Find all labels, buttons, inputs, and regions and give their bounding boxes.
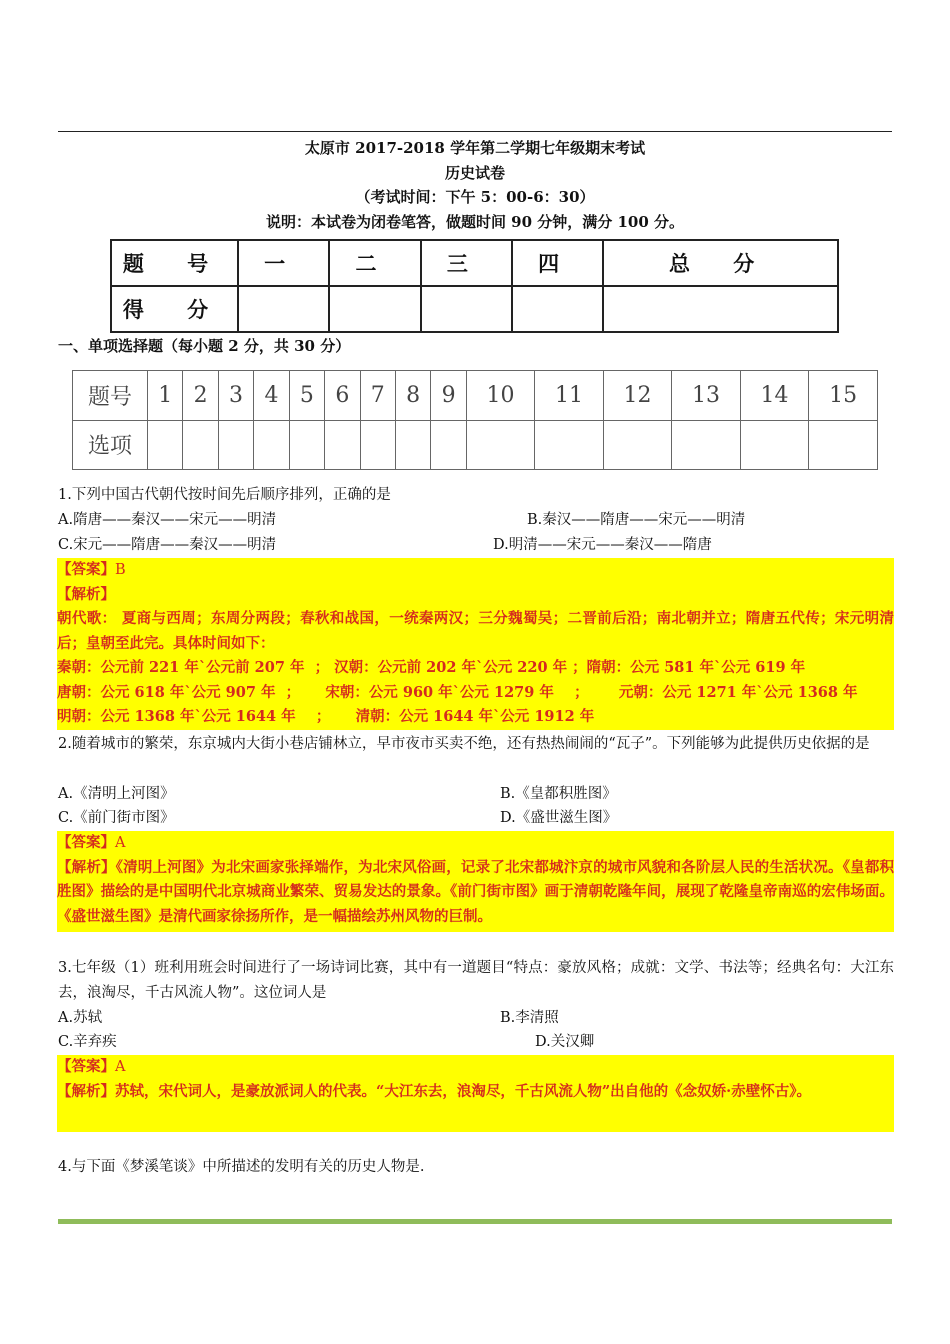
question-number: 10 <box>466 371 535 421</box>
option-cell <box>466 420 535 470</box>
option-cell <box>395 420 430 470</box>
section-title: 一、单项选择题（每小题 2 分，共 30 分） <box>58 337 351 355</box>
option-cell <box>535 420 604 470</box>
score-cell: 题 号 <box>111 240 238 286</box>
question-3-option-b: B.李清照 <box>500 1010 559 1026</box>
question-number: 4 <box>254 371 289 421</box>
option-cell <box>603 420 672 470</box>
score-cell: 二 <box>329 240 420 286</box>
question-1-option-d: D.明清——宋元——秦汉——隋唐 <box>493 537 712 553</box>
question-number: 7 <box>360 371 395 421</box>
exam-title: 太原市 2017-2018 学年第二学期七年级期末考试 <box>304 139 646 157</box>
score-input-cell <box>329 286 420 332</box>
question-1-stem: 1.下列中国古代朝代按时间先后顺序排列，正确的是 <box>58 487 391 503</box>
score-table <box>110 239 839 333</box>
question-1-option-b: B.秦汉——隋唐——宋元——明清 <box>527 512 746 528</box>
question-1-dates-line-2: 唐朝：公元 618 年`公元 907 年 ； 宋朝：公元 960 年`公元 1279 年 ； 元朝：公元 1271 年`公元 1368 年 <box>57 683 858 701</box>
question-3-option-c: C.辛弃疾 <box>58 1034 117 1050</box>
score-cell: 得 分 <box>111 286 238 332</box>
score-table-score-row <box>111 286 838 332</box>
answer-table-number-row <box>73 371 878 421</box>
question-1-answer-block <box>57 558 894 730</box>
score-input-cell <box>238 286 329 332</box>
question-number: 2 <box>183 371 218 421</box>
question-2-option-c: C.《前门街市图》 <box>58 810 175 826</box>
question-2-option-b: B.《皇都积胜图》 <box>500 786 617 802</box>
option-cell <box>360 420 395 470</box>
question-number: 3 <box>218 371 253 421</box>
question-number: 5 <box>289 371 324 421</box>
footer-rule <box>58 1219 892 1224</box>
question-number: 12 <box>603 371 672 421</box>
score-input-cell <box>421 286 512 332</box>
exam-note: 说明：本试卷为闭卷笔答，做题时间 90 分钟，满分 100 分。 <box>265 213 685 231</box>
question-number: 9 <box>431 371 466 421</box>
answer-table <box>72 370 878 470</box>
question-1-poem: 朝代歌： 夏商与西周；东周分两段；春秋和战国，一统秦两汉；三分魏蜀吴；二晋前后沿；南北朝并立；隋唐五代传；宋元明清后；皇朝至此完。具体时间如下： <box>57 610 894 652</box>
option-cell <box>740 420 809 470</box>
score-input-cell <box>512 286 603 332</box>
question-number: 6 <box>325 371 360 421</box>
question-3-option-d: D.关汉卿 <box>535 1034 595 1050</box>
score-cell: 三 <box>421 240 512 286</box>
question-number: 15 <box>809 371 878 421</box>
question-3-analysis: 【解析】苏轼，宋代词人，是豪放派词人的代表。“大江东去，浪淘尽，千古风流人物”出自他的《念奴娇·赤壁怀古》。 <box>57 1082 811 1100</box>
option-cell <box>809 420 878 470</box>
question-3-answer-block <box>57 1055 894 1132</box>
question-3-option-a: A.苏轼 <box>58 1010 103 1026</box>
question-2-option-d: D.《盛世滋生图》 <box>500 810 618 826</box>
question-1-analysis-tag: 【解析】 <box>57 585 115 603</box>
question-number: 8 <box>395 371 430 421</box>
question-1-option-a: A.隋唐——秦汉——宋元——明清 <box>58 512 277 528</box>
question-1-dates-line-1: 秦朝：公元前 221 年`公元前 207 年 ； 汉朝：公元前 202 年`公元 220 年 ；隋朝：公元 581 年`公元 619 年 <box>57 659 806 676</box>
question-2-stem: 2.随着城市的繁荣，东京城内大街小巷店铺林立，早市夜市买卖不绝，还有热热闹闹的“瓦子”。下列能够为此提供历史依据的是 <box>58 736 870 752</box>
question-3-stem: 3.七年级（1）班利用班会时间进行了一场诗词比赛，其中有一道题目“特点：豪放风格；成就：文学、书法等；经典名句：大江东去，浪淘尽，千古风流人物”。这位词人是 <box>58 960 894 1001</box>
exam-subject: 历史试卷 <box>444 164 505 182</box>
question-1-dates-line-3: 明朝：公元 1368 年`公元 1644 年 ； 清朝：公元 1644 年`公元 1912 年 <box>57 708 595 725</box>
question-number: 14 <box>740 371 809 421</box>
question-2-answer-block <box>57 831 894 932</box>
question-number: 11 <box>535 371 604 421</box>
question-2-answer: 【答案】A <box>57 834 126 851</box>
score-cell: 四 <box>512 240 603 286</box>
answer-table-label: 选项 <box>73 420 148 470</box>
answer-table-label: 题号 <box>73 371 148 421</box>
option-cell <box>148 420 183 470</box>
question-1-answer: 【答案】B <box>57 561 126 578</box>
question-2-option-a: A.《清明上河图》 <box>58 786 175 802</box>
question-number: 13 <box>672 371 741 421</box>
question-2-analysis: 【解析】《清明上河图》为北宋画家张择端作，为北宋风俗画，记录了北宋都城汴京的城市风貌和各阶层人民的生活状况。《皇都积胜图》描绘的是中国明代北京城商业繁荣、贸易发达的景象。《前门街市图》画于清朝乾隆年间，展现了乾隆皇帝南巡的宏伟场面。《盛世滋生图》是清代画家徐扬所作，是一幅描绘苏州风物的巨制。 <box>57 858 895 925</box>
option-cell <box>254 420 289 470</box>
question-4-stem: 4.与下面《梦溪笔谈》中所描述的发明有关的历史人物是. <box>58 1159 425 1175</box>
exam-time: （考试时间：下午 5：00-6：30） <box>355 188 595 206</box>
header-rule <box>58 131 892 132</box>
score-cell: 一 <box>238 240 329 286</box>
option-cell <box>325 420 360 470</box>
answer-table-option-row <box>73 420 878 470</box>
option-cell <box>672 420 741 470</box>
option-cell <box>183 420 218 470</box>
question-3-answer: 【答案】A <box>57 1058 126 1075</box>
option-cell <box>431 420 466 470</box>
option-cell <box>289 420 324 470</box>
score-cell: 总 分 <box>603 240 838 286</box>
question-number: 1 <box>148 371 183 421</box>
score-input-cell <box>603 286 838 332</box>
score-table-header-row <box>111 240 838 286</box>
question-1-option-c: C.宋元——隋唐——秦汉——明清 <box>58 537 277 553</box>
option-cell <box>218 420 253 470</box>
